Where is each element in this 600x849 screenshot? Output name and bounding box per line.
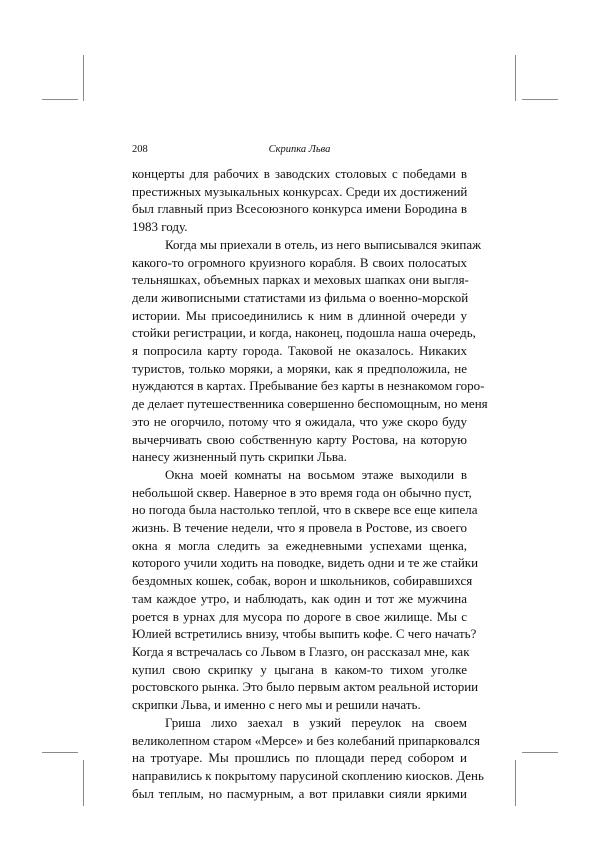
text-line: там каждое утро, и наблюдать, как один и тот же мужчина	[132, 590, 467, 606]
text-line: дели живописными статистами из фильма о военно-морской	[132, 289, 469, 305]
text-line: был теплым, но пасмурным, а вот прилавки сияли яркими	[132, 785, 467, 801]
text-line: был главный приз Всесоюзного конкурса имени Бородина в	[132, 201, 467, 217]
text-line: но погода была настолько теплой, что в сквере все еще кипела	[132, 502, 478, 518]
text-line: великолепном старом «Мерсе» и без колебаний припарковался	[132, 732, 480, 748]
paragraph	[132, 466, 479, 714]
text-line: роется в урнах для мусора по дороге в свое жилище. Мы с	[132, 608, 467, 624]
running-title: Скрипка Льва	[268, 144, 331, 155]
text-line: небольшой сквер. Наверное в это время года он обычно пуст,	[132, 484, 472, 500]
paragraph	[132, 714, 484, 803]
text-line: Юлией встретились внизу, чтобы выпить кофе. С чего начать?	[132, 626, 477, 642]
running-head	[132, 143, 467, 157]
text-line: направились к покрытому парусиной скоплению киосков. День	[132, 767, 484, 783]
text-line: туристов, только моряки, а моряки, как я предположила, не	[132, 360, 467, 376]
crop-mark-top-right-horizontal	[522, 99, 558, 100]
body-text	[132, 165, 488, 802]
crop-mark-top-left-vertical	[83, 55, 84, 101]
text-line: бездомных кошек, собак, ворон и школьников, собиравшихся	[132, 573, 473, 589]
crop-mark-bottom-left-vertical	[83, 760, 84, 806]
text-line: скрипки Льва, и именно с него мы и решили начать.	[132, 697, 421, 713]
crop-mark-bottom-right-vertical	[515, 760, 516, 806]
text-line: жизнь. В течение недели, что я провела в Ростове, из своего	[132, 520, 467, 536]
crop-mark-bottom-right-horizontal	[522, 752, 558, 753]
text-line: стойки регистрации, и когда, наконец, подошла наша очередь,	[132, 325, 476, 341]
text-line: де делает путешественника совершенно беспомощным, но меня	[132, 396, 488, 412]
text-line: Когда я встречалась со Львом в Глазго, он рассказал мне, как	[132, 643, 470, 659]
text-line: окна я могла следить за ежедневными успехами щенка,	[132, 537, 467, 553]
text-line: тельняшках, объемных парках и меховых шапках они выгля-	[132, 272, 469, 288]
text-line: Гриша лихо заехал в узкий переулок на своем	[165, 714, 467, 730]
paragraph	[132, 165, 467, 236]
crop-mark-top-left-horizontal	[42, 99, 78, 100]
paragraph	[132, 236, 488, 466]
text-line: какого-то огромного круизного корабля. В своих полосатых	[132, 254, 467, 270]
crop-mark-top-right-vertical	[515, 55, 516, 101]
text-line: ростовского рынка. Это было первым актом реальной истории	[132, 679, 479, 695]
text-line: я попросила карту города. Таковой не оказалось. Никаких	[132, 343, 467, 359]
crop-mark-bottom-left-horizontal	[42, 752, 78, 753]
text-line: купил свою скрипку у цыгана в каком-то тихом уголке	[132, 661, 467, 677]
text-line: концерты для рабочих в заводских столовых с победами в	[132, 166, 467, 181]
text-line: которого учили ходить на поводке, видеть одни и те же стайки	[132, 555, 479, 571]
text-line: на тротуаре. Мы прошлись по площади перед собором и	[132, 750, 467, 766]
text-line: это не огорчило, потому что я ожидала, что уже скоро буду	[132, 413, 467, 429]
text-line: 1983 году.	[132, 219, 188, 235]
text-line: нанесу жизненный путь скрипки Льва.	[132, 449, 347, 465]
text-line: Когда мы приехали в отель, из него выписывался экипаж	[165, 236, 482, 252]
text-line: Окна моей комнаты на восьмом этаже выходили в	[165, 466, 467, 482]
page-number: 208	[132, 144, 148, 155]
text-line: вычерчивать свою собственную карту Ростова, на которую	[132, 431, 467, 447]
text-line: нуждаются в картах. Пребывание без карты в незнакомом горо-	[132, 378, 485, 394]
text-line: престижных музыкальных конкурсах. Среди их достижений	[132, 183, 468, 199]
text-line: истории. Мы присоединились к ним в длинной очереди у	[132, 307, 467, 323]
